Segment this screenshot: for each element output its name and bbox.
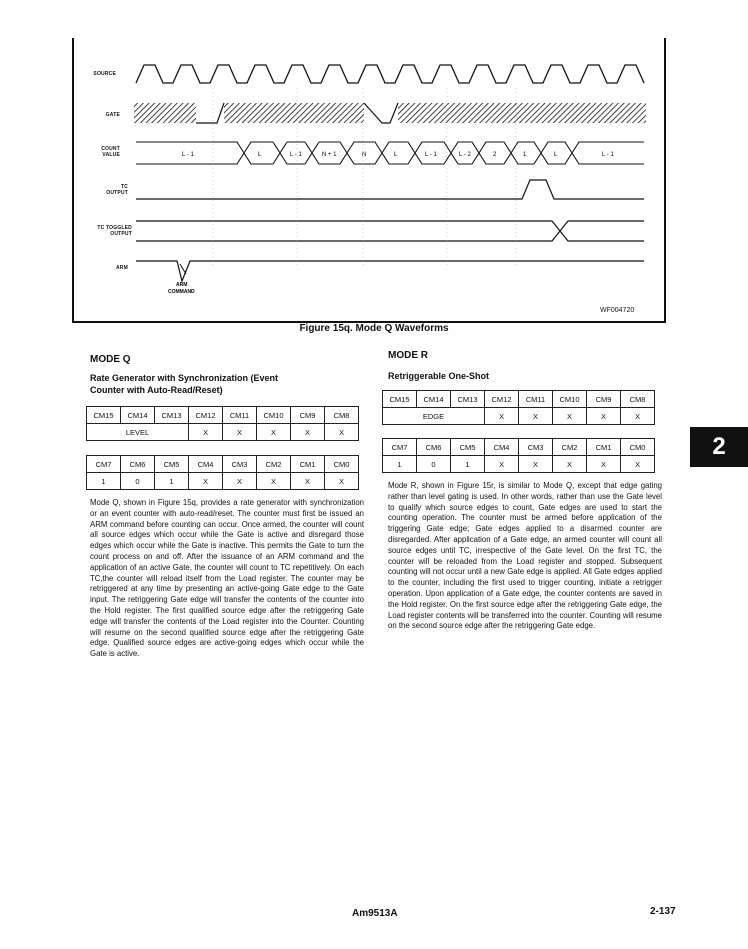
cm-header: CM12 bbox=[189, 407, 223, 424]
cm-cell: X bbox=[587, 456, 621, 473]
cm-header: CM2 bbox=[553, 439, 587, 456]
cm-header: CM15 bbox=[383, 391, 417, 408]
count-label: L - 2 bbox=[459, 152, 471, 158]
count-label: L - 1 bbox=[182, 152, 194, 158]
mode-q-subtitle: Rate Generator with Synchronization (Event Counter with Auto-Read/Reset) bbox=[90, 373, 279, 395]
cm-header: CM8 bbox=[325, 407, 359, 424]
cm-header: CM6 bbox=[417, 439, 451, 456]
mode-r-table-low bbox=[382, 438, 655, 473]
mode-q-table-high bbox=[86, 406, 359, 441]
waveform-diagram bbox=[72, 38, 662, 321]
mode-r-subtitle: Retriggerable One-Shot bbox=[388, 371, 490, 381]
signal-label-tc-output: TC OUTPUT bbox=[106, 184, 128, 196]
cm-cell: X bbox=[291, 473, 325, 490]
cm-header: CM6 bbox=[121, 456, 155, 473]
cm-cell: EDGE bbox=[383, 408, 485, 425]
cm-header: CM5 bbox=[451, 439, 485, 456]
footer-part-number: Am9513A bbox=[352, 908, 398, 919]
cm-cell: X bbox=[553, 408, 587, 425]
cm-cell: X bbox=[223, 424, 257, 441]
cm-cell: X bbox=[257, 473, 291, 490]
tc-output-wave bbox=[136, 180, 644, 199]
gate-low-segment bbox=[196, 103, 224, 123]
cm-header: CM7 bbox=[383, 439, 417, 456]
count-label: L bbox=[394, 152, 398, 158]
cm-header: CM2 bbox=[257, 456, 291, 473]
figure-caption: Figure 15q. Mode Q Waveforms bbox=[299, 323, 449, 334]
gate-hatched-region-3 bbox=[398, 103, 646, 123]
cm-header: CM14 bbox=[121, 407, 155, 424]
signal-label-gate: GATE bbox=[105, 112, 120, 118]
figure-code: WF004720 bbox=[600, 307, 635, 314]
cm-cell: X bbox=[189, 424, 223, 441]
cm-header: CM10 bbox=[257, 407, 291, 424]
cm-cell: X bbox=[621, 408, 655, 425]
tc-toggled-wave bbox=[136, 221, 644, 241]
cm-header: CM9 bbox=[291, 407, 325, 424]
cm-cell: X bbox=[519, 408, 553, 425]
footer-page-number: 2-137 bbox=[650, 906, 676, 917]
mode-r-paragraph: Mode R, shown in Figure 15r, is similar to Mode Q, except that edge gating rather than level gating is used. In other words, rather than use the Gate level to qualify which source edges to count, Gate edges are used to start the counting operation. The counter must be armed before application of the triggering Gate edge; Gate edges applied to a disarmed counter are disregarded. After application of a Gate edge, an armed counter will count all source edges until TC, irrespective of the Gate level. On the first TC, the counter will be reloaded from the Load register and stopped. Subsequent counting will not occur until a new Gate edge is applied. All Gate edges applied to the counter, including the first used to trigger counting, initiate a retrigger operation. Upon application of a Gate edge, the counter contents are saved in the Hold register. On the first source edge after the retriggering Gate edge, the Load register contents will be transferred into the counter. Counting will resume on the second source edge after the retriggering Gate edge. bbox=[388, 481, 662, 631]
count-value-bus bbox=[136, 142, 644, 164]
cm-cell: X bbox=[587, 408, 621, 425]
mode-q-title: MODE Q bbox=[90, 354, 131, 365]
count-label: L bbox=[258, 152, 262, 158]
cm-cell: X bbox=[257, 424, 291, 441]
count-label: L - 1 bbox=[425, 152, 437, 158]
cm-cell: 1 bbox=[451, 456, 485, 473]
cm-header: CM11 bbox=[519, 391, 553, 408]
cm-cell: X bbox=[325, 424, 359, 441]
cm-cell: LEVEL bbox=[87, 424, 189, 441]
cm-header: CM4 bbox=[189, 456, 223, 473]
cm-header: CM1 bbox=[291, 456, 325, 473]
mode-r-table-high bbox=[382, 390, 655, 425]
cm-header: CM7 bbox=[87, 456, 121, 473]
cm-header: CM8 bbox=[621, 391, 655, 408]
cm-header: CM9 bbox=[587, 391, 621, 408]
cm-header: CM5 bbox=[155, 456, 189, 473]
signal-label-tc-toggled: TC TOGGLED OUTPUT bbox=[97, 225, 132, 237]
source-clock-wave bbox=[136, 65, 644, 83]
cm-cell: 0 bbox=[417, 456, 451, 473]
cm-cell: X bbox=[519, 456, 553, 473]
arm-wave bbox=[136, 261, 644, 281]
cm-header: CM0 bbox=[621, 439, 655, 456]
arm-command-label: ARM bbox=[176, 282, 188, 288]
cm-cell: 1 bbox=[383, 456, 417, 473]
cm-cell: X bbox=[325, 473, 359, 490]
cm-cell: X bbox=[485, 456, 519, 473]
count-label: L - 1 bbox=[290, 152, 302, 158]
cm-header: CM0 bbox=[325, 456, 359, 473]
cm-cell: X bbox=[291, 424, 325, 441]
count-label: N bbox=[362, 152, 367, 158]
count-label: L bbox=[554, 152, 558, 158]
cm-header: CM13 bbox=[451, 391, 485, 408]
gate-hatched-region-1 bbox=[134, 103, 196, 123]
signal-label-count-value: COUNT VALUE bbox=[101, 146, 120, 158]
cm-header: CM11 bbox=[223, 407, 257, 424]
cm-cell: X bbox=[223, 473, 257, 490]
count-label: L - 1 bbox=[602, 152, 614, 158]
gate-hatched-region-2 bbox=[224, 103, 364, 123]
cm-header: CM14 bbox=[417, 391, 451, 408]
cm-cell: X bbox=[485, 408, 519, 425]
mode-q-table-low bbox=[86, 455, 359, 490]
cm-header: CM13 bbox=[155, 407, 189, 424]
count-label: N + 1 bbox=[322, 152, 337, 158]
cm-header: CM12 bbox=[485, 391, 519, 408]
cm-cell: 1 bbox=[155, 473, 189, 490]
cm-header: CM3 bbox=[519, 439, 553, 456]
mode-r-title: MODE R bbox=[388, 350, 428, 361]
cm-header: CM10 bbox=[553, 391, 587, 408]
cm-cell: X bbox=[621, 456, 655, 473]
cm-cell: 0 bbox=[121, 473, 155, 490]
mode-q-paragraph: Mode Q, shown in Figure 15q, provides a rate generator with synchronization or an event counter with auto-read/reset. The counter must first be issued an ARM command before counting can occur. Once armed, the counter will count all source edges which occur while the Gate is active and disregard those edges which occur while the Gate is inactive. This permits the Gate to turn the count process on and off. After the issuance of an ARM command and the application of an active Gate, the counter will count to TC repetitively. On each TC,the counter will reload itself from the Load register. The counter may be retriggered at any time by presenting an active-going Gate edge to the Gate input. The retriggering Gate edge will transfer the contents of the counter into the Hold register. The first qualified source edge after the retriggering Gate edge will transfer the contents of the Load register into the Counter. Counting will resume on the second qualified source edge after the retriggering Gate edge. Qualified source edges are active-going edges which occur while the Gate is active. bbox=[90, 498, 364, 659]
count-label: 1 bbox=[523, 152, 527, 158]
cm-header: CM15 bbox=[87, 407, 121, 424]
signal-label-source: SOURCE bbox=[93, 71, 116, 77]
arm-command-label: COMMAND bbox=[168, 289, 195, 295]
signal-label-arm: ARM bbox=[116, 265, 128, 271]
cm-cell: X bbox=[189, 473, 223, 490]
cm-header: CM4 bbox=[485, 439, 519, 456]
cm-cell: 1 bbox=[87, 473, 121, 490]
count-label: 2 bbox=[493, 152, 497, 158]
cm-header: CM1 bbox=[587, 439, 621, 456]
cm-header: CM3 bbox=[223, 456, 257, 473]
section-tab-marker: 2 bbox=[690, 427, 748, 467]
cm-cell: X bbox=[553, 456, 587, 473]
